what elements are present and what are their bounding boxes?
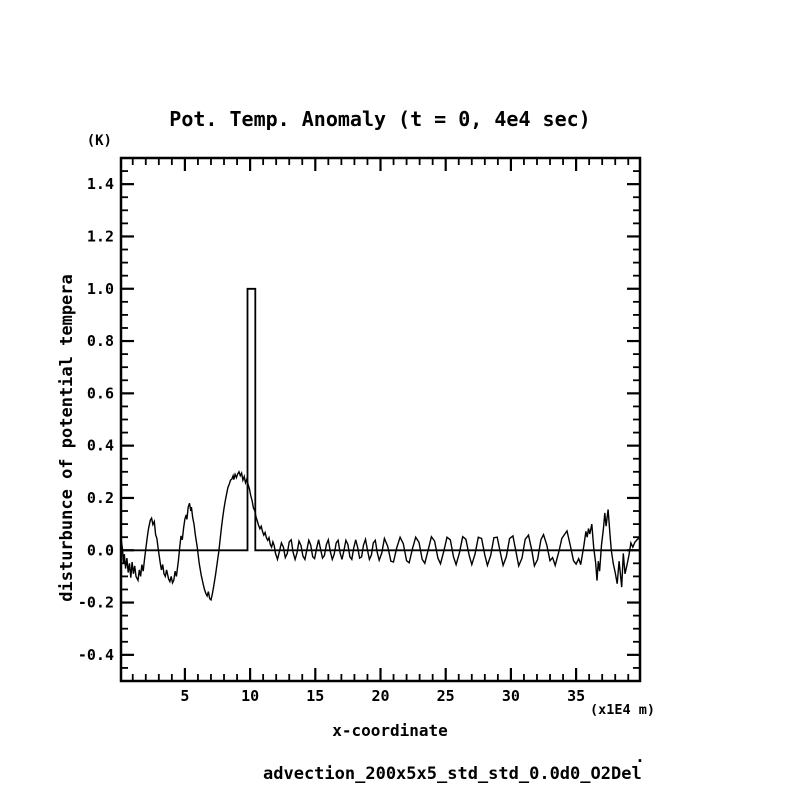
x-tick-label: 25 bbox=[436, 687, 455, 705]
plot-dynamic-layer bbox=[78, 158, 640, 705]
x-axis-title: x-coordinate bbox=[332, 721, 448, 740]
run-caption: advection_200x5x5_std_std_0.0d0_O2Del bbox=[263, 764, 642, 784]
x-tick-label: 35 bbox=[567, 687, 586, 705]
y-tick-label: -0.4 bbox=[77, 645, 114, 664]
x-axis-unit-label: (x1E4 m) bbox=[589, 702, 655, 718]
x-tick-label: 5 bbox=[180, 687, 190, 705]
y-tick-label: 0.2 bbox=[86, 488, 114, 507]
y-tick-label: 0.6 bbox=[86, 384, 114, 403]
stray-period-mark: . bbox=[635, 747, 645, 766]
y-tick-label: -0.2 bbox=[77, 593, 114, 612]
y-tick-label: 1.2 bbox=[86, 227, 114, 246]
series-numerical-solution bbox=[121, 472, 640, 600]
y-tick-label: 0.4 bbox=[86, 436, 114, 455]
y-tick-label: 0.8 bbox=[86, 332, 114, 351]
x-tick-label: 15 bbox=[306, 687, 325, 705]
y-axis-title: disturbunce of potential tempera bbox=[57, 274, 77, 602]
y-tick-label: 0.0 bbox=[86, 541, 114, 560]
y-tick-label: 1.0 bbox=[86, 279, 114, 298]
plot-frame bbox=[121, 158, 640, 681]
series-initial-condition-pulse bbox=[121, 289, 640, 551]
x-tick-label: 20 bbox=[371, 687, 390, 705]
plot-title: Pot. Temp. Anomaly (t = 0, 4e4 sec) bbox=[169, 107, 591, 131]
y-tick-label: 1.4 bbox=[86, 175, 114, 194]
y-axis-unit-label: (K) bbox=[86, 133, 112, 149]
x-tick-label: 30 bbox=[501, 687, 520, 705]
x-tick-label: 10 bbox=[241, 687, 260, 705]
